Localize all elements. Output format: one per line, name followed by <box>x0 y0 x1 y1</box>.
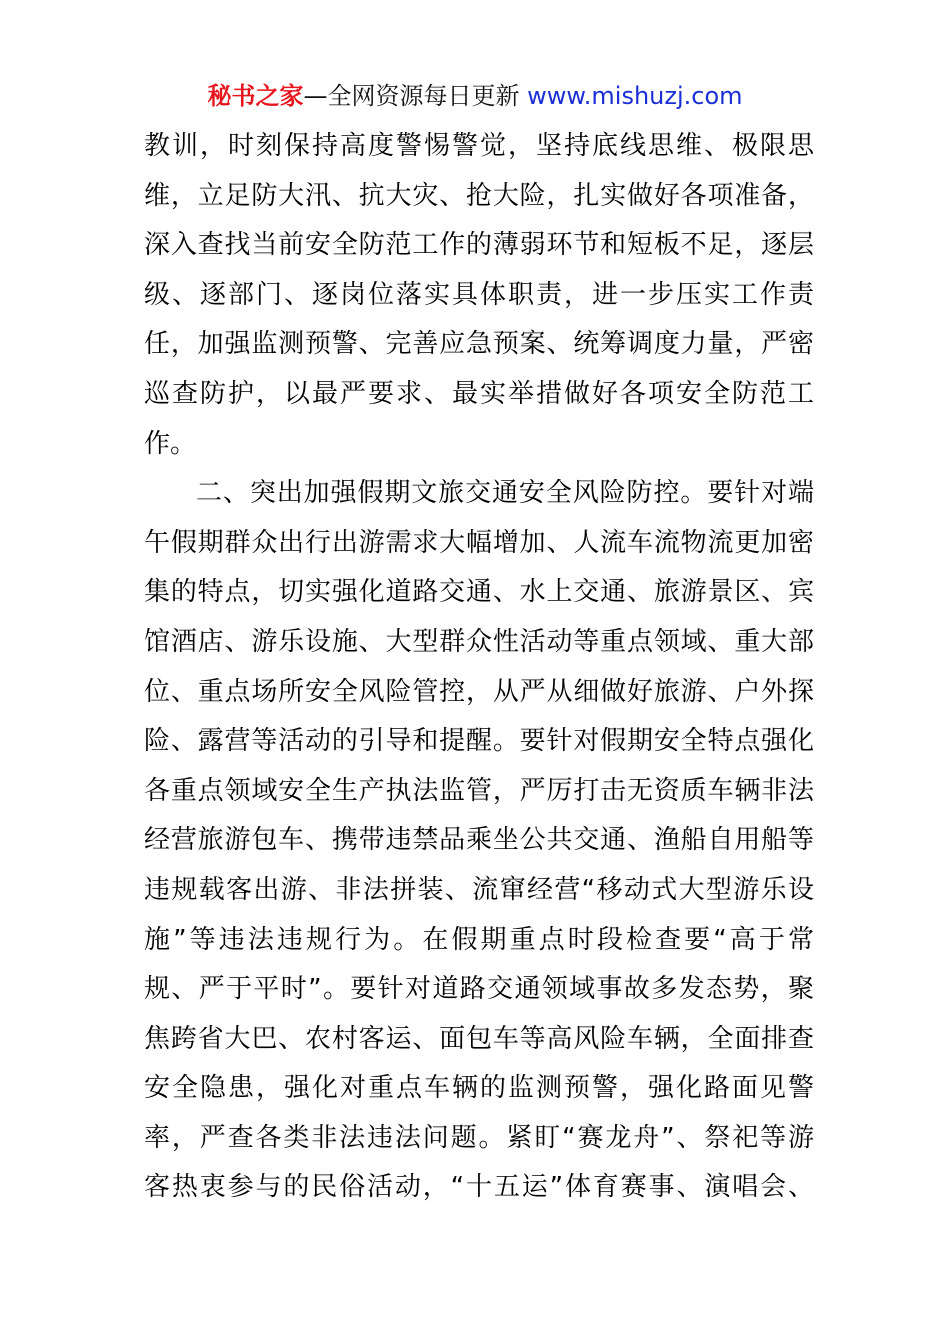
text-line: 馆酒店、游乐设施、大型群众性活动等重点领域、重大部 <box>144 626 814 657</box>
text-line: 午假期群众出行出游需求大幅增加、人流车流物流更加密 <box>144 527 814 558</box>
text-line: 级、逐部门、逐岗位落实具体职责，进一步压实工作责 <box>144 279 814 310</box>
document-body <box>144 122 814 1213</box>
text-line: 集的特点，切实强化道路交通、水上交通、旅游景区、宾 <box>144 577 814 608</box>
text-line: 深入查找当前安全防范工作的薄弱环节和短板不足，逐层 <box>144 230 814 261</box>
section-heading-line: 二、突出加强假期文旅交通安全风险防控。要针对端 <box>196 478 814 509</box>
text-line: 率，严查各类非法违法问题。紧盯“赛龙舟”、祭祀等游 <box>144 1122 814 1153</box>
site-slogan: —全网资源每日更新 <box>303 82 520 110</box>
text-line: 焦跨省大巴、农村客运、面包车等高风险车辆，全面排查 <box>144 1023 814 1054</box>
text-line: 维，立足防大汛、抗大灾、抢大险，扎实做好各项准备， <box>144 180 814 211</box>
text-line: 任，加强监测预警、完善应急预案、统筹调度力量，严密 <box>144 329 814 360</box>
page-header <box>0 80 950 112</box>
text-line: 违规载客出游、非法拼装、流窜经营“移动式大型游乐设 <box>144 874 814 905</box>
site-url-link[interactable]: www.mishuzj.com <box>527 82 743 110</box>
text-line: 教训，时刻保持高度警惕警觉，坚持底线思维、极限思 <box>144 131 814 161</box>
text-line: 险、露营等活动的引导和提醒。要针对假期安全特点强化 <box>144 726 814 757</box>
text-line: 施”等违法违规行为。在假期重点时段检查要“高于常 <box>144 924 814 955</box>
text-line: 位、重点场所安全风险管控，从严从细做好旅游、户外探 <box>144 676 814 707</box>
text-line: 规、严于平时”。要针对道路交通领域事故多发态势，聚 <box>144 974 814 1005</box>
site-brand: 秘书之家 <box>207 82 304 110</box>
text-line: 安全隐患，强化对重点车辆的监测预警，强化路面见警 <box>144 1073 814 1104</box>
text-line: 各重点领域安全生产执法监管，严厉打击无资质车辆非法 <box>144 775 814 806</box>
text-line: 客热衷参与的民俗活动，“十五运”体育赛事、演唱会、 <box>144 1172 814 1203</box>
text-line: 巡查防护，以最严要求、最实举措做好各项安全防范工 <box>144 378 814 409</box>
text-line: 经营旅游包车、携带违禁品乘坐公共交通、渔船自用船等 <box>144 825 814 856</box>
text-line: 作。 <box>144 428 197 459</box>
